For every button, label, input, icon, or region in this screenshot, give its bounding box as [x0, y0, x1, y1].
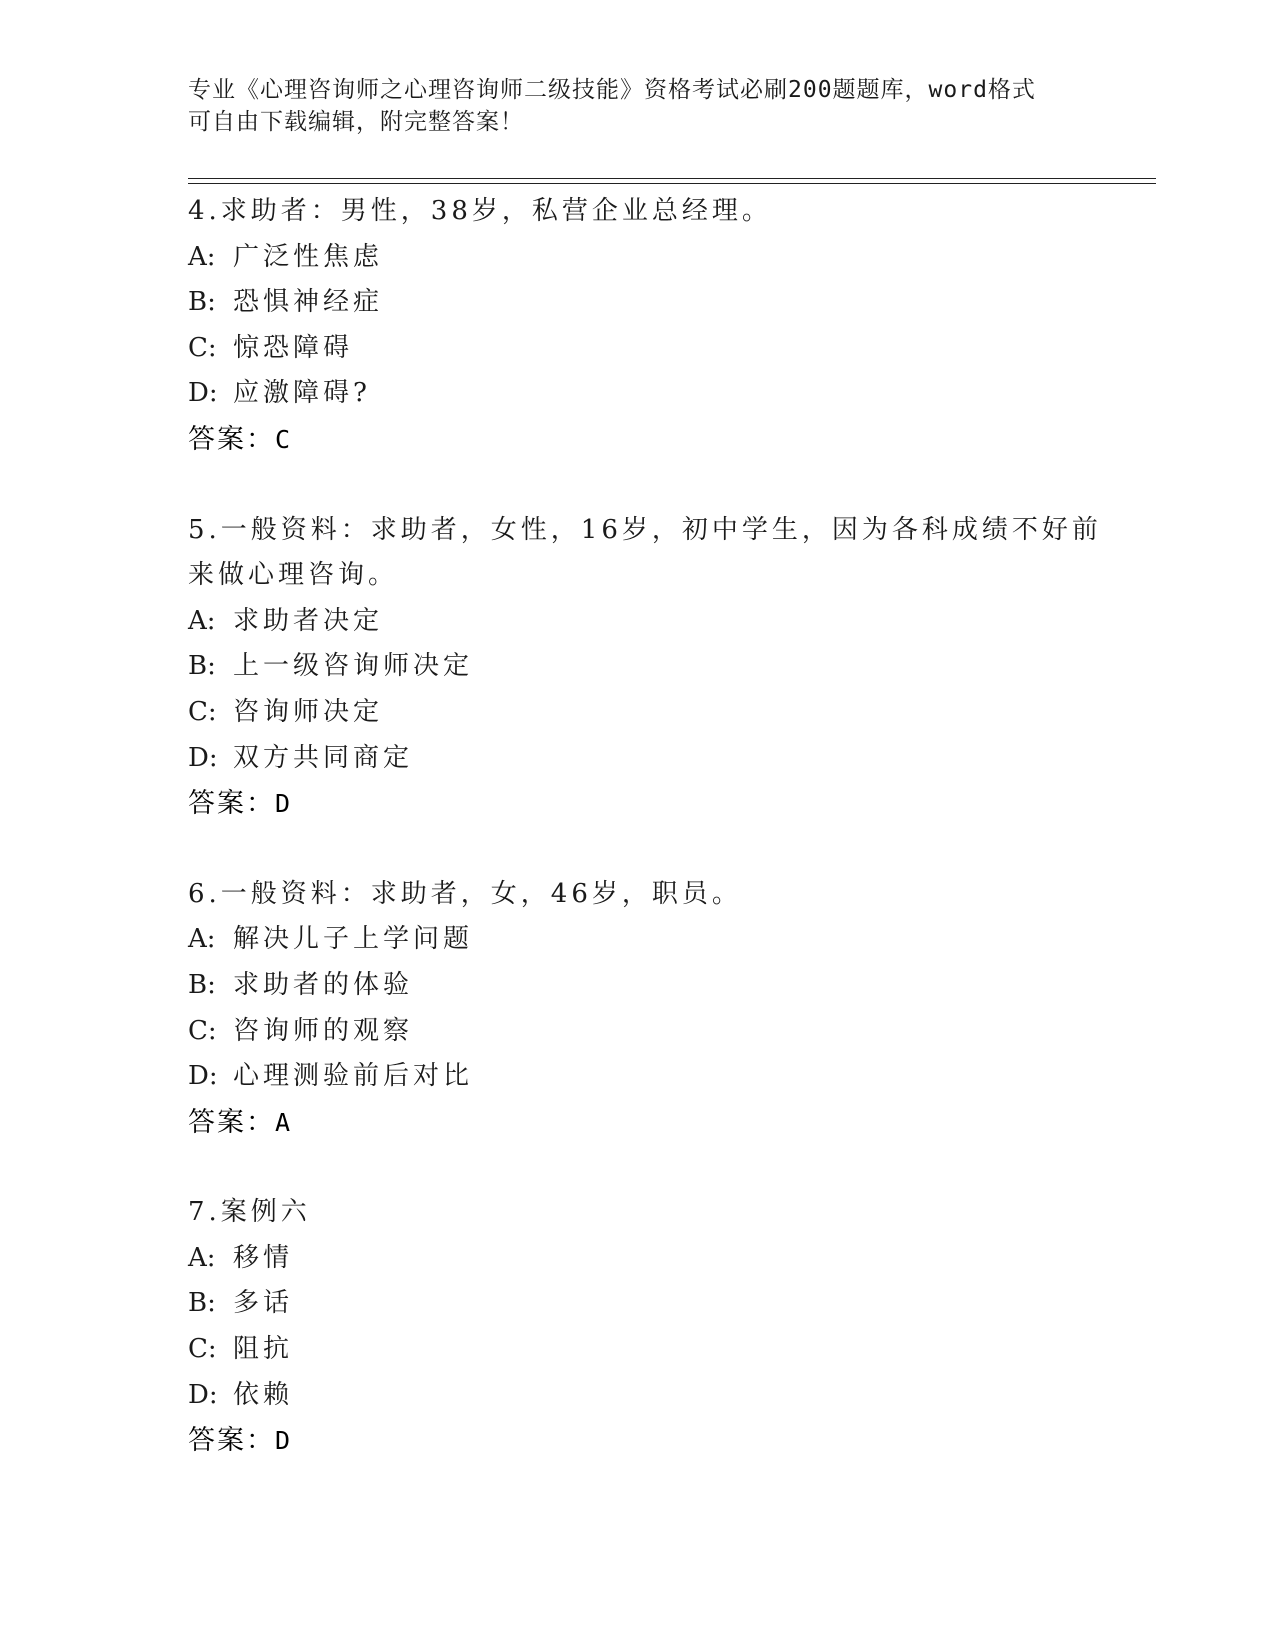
option-text: 多话 — [233, 1288, 294, 1319]
question-stem: 7.案例六 — [188, 1197, 311, 1228]
option-key: A: — [188, 924, 216, 955]
answer-option — [188, 326, 1088, 372]
question-block — [188, 508, 1102, 827]
answer-line — [188, 417, 1088, 463]
option-text: 解决儿子上学问题 — [233, 924, 474, 955]
option-key: B: — [188, 969, 216, 1000]
answer-option — [188, 736, 1088, 782]
option-key: B: — [188, 1288, 216, 1319]
option-text: 依赖 — [233, 1379, 294, 1410]
option-text: 心理测验前后对比 — [233, 1061, 474, 1092]
answer-option — [188, 1281, 1088, 1327]
option-text: 上一级咨询师决定 — [233, 651, 474, 682]
answer-option — [188, 917, 1088, 963]
answer-label: 答案： — [188, 1106, 275, 1138]
answer-label: 答案： — [188, 1425, 275, 1457]
header-divider-bottom — [188, 183, 1156, 184]
option-text: 咨询师决定 — [233, 696, 384, 727]
answer-value: D — [275, 789, 293, 819]
answer-option — [188, 1236, 1088, 1282]
option-key: A: — [188, 605, 216, 636]
option-text: 阻抗 — [233, 1334, 294, 1365]
question-list — [188, 189, 1102, 1509]
answer-label: 答案： — [188, 423, 275, 455]
option-key: C: — [188, 332, 217, 363]
question-block — [188, 1190, 1088, 1464]
answer-option — [188, 1373, 1088, 1419]
answer-option — [188, 280, 1088, 326]
question-stem: 6.一般资料：求助者，女，46岁，职员。 — [188, 878, 742, 909]
option-key: C: — [188, 1015, 217, 1046]
answer-line — [188, 781, 1088, 827]
answer-option — [188, 963, 1088, 1009]
answer-option — [188, 1009, 1088, 1055]
option-key: A: — [188, 1242, 216, 1273]
option-key: D: — [188, 1379, 218, 1410]
option-text: 应激障碍? — [233, 378, 371, 409]
answer-option — [188, 690, 1088, 736]
answer-label: 答案： — [188, 788, 275, 820]
option-key: B: — [188, 651, 216, 682]
option-text: 双方共同商定 — [233, 742, 414, 773]
header-line-2: 可自由下载编辑，附完整答案！ — [188, 109, 524, 135]
answer-value: D — [275, 1426, 293, 1456]
question-stem: 4.求助者：男性，38岁，私营企业总经理。 — [188, 196, 772, 226]
question-block — [188, 872, 1088, 1146]
option-key: B: — [188, 287, 216, 318]
option-text: 广泛性焦虑 — [233, 241, 384, 272]
option-text: 咨询师的观察 — [233, 1015, 414, 1046]
option-text: 求助者的体验 — [233, 969, 414, 1000]
answer-option — [188, 371, 1088, 417]
option-key: D: — [188, 1061, 218, 1092]
option-key: C: — [188, 1334, 217, 1365]
option-text: 移情 — [233, 1242, 294, 1273]
option-key: C: — [188, 696, 217, 727]
document-header — [188, 74, 1088, 138]
option-key: A: — [188, 241, 216, 272]
option-text: 恐惧神经症 — [233, 287, 384, 318]
answer-option — [188, 599, 1088, 645]
answer-option — [188, 1327, 1088, 1373]
option-key: D: — [188, 742, 218, 773]
question-stem: 来做心理咨询。 — [188, 560, 399, 591]
option-text: 求助者决定 — [233, 605, 384, 636]
question-block — [188, 189, 1088, 463]
answer-value: C — [275, 424, 293, 454]
answer-option — [188, 644, 1088, 690]
header-divider-top — [188, 178, 1156, 179]
answer-line — [188, 1100, 1088, 1146]
answer-line — [188, 1418, 1088, 1464]
option-text: 惊恐障碍 — [233, 332, 354, 363]
header-line-1: 专业《心理咨询师之心理咨询师二级技能》资格考试必刷200题题库，word格式 — [188, 77, 1036, 103]
answer-option — [188, 235, 1088, 281]
answer-option — [188, 1054, 1088, 1100]
question-stem: 5.一般资料：求助者，女性，16岁，初中学生，因为各科成绩不好前 — [188, 514, 1102, 545]
option-key: D: — [188, 378, 218, 409]
answer-value: A — [275, 1107, 293, 1137]
